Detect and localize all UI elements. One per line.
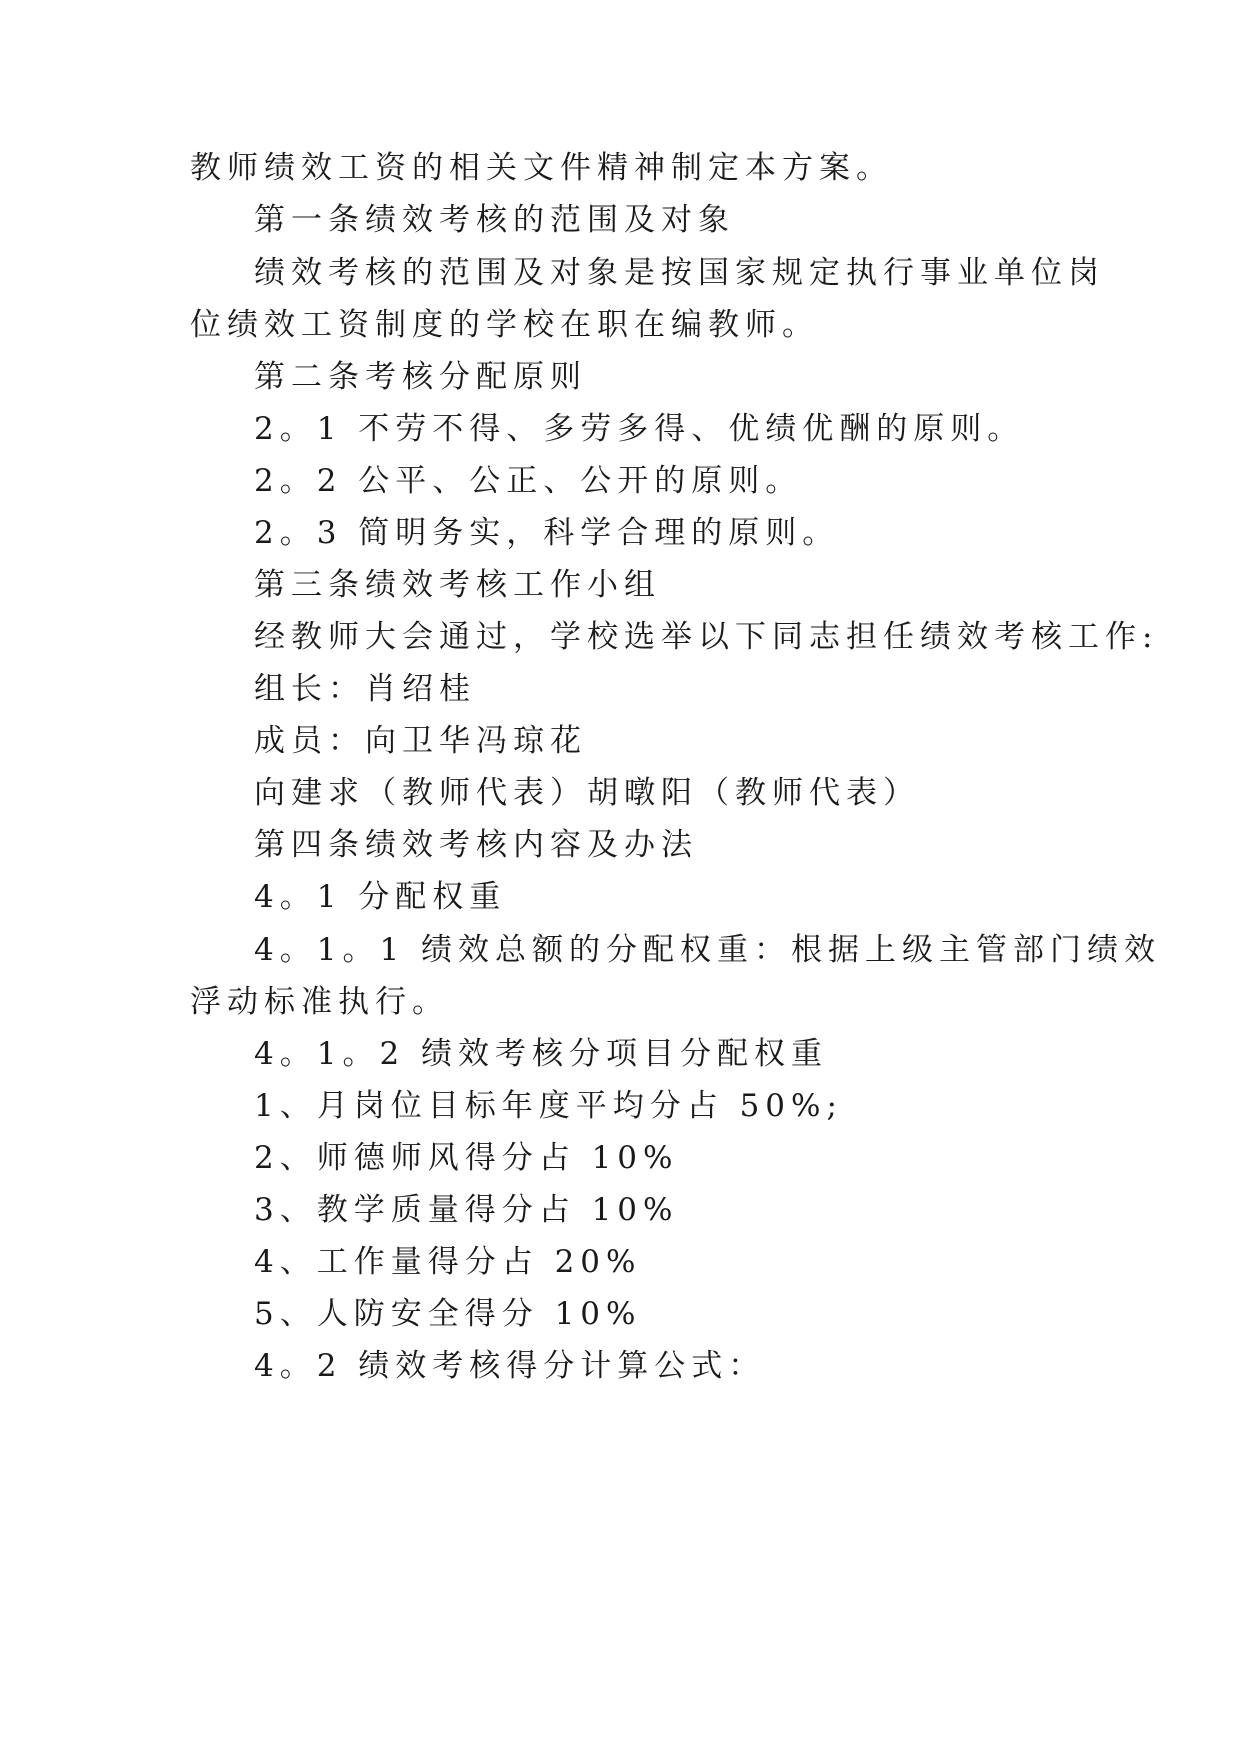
article-3-body: 经教师大会通过，学校选举以下同志担任绩效考核工作:: [254, 619, 1159, 655]
section-4-1-1-line-1: 4。1。1 绩效总额的分配权重：根据上级主管部门绩效: [254, 932, 1162, 968]
weight-item-3: 3、教学质量得分占 10%: [254, 1192, 679, 1228]
principle-2-1: 2。1 不劳不得、多劳多得、优绩优酬的原则。: [254, 411, 1025, 447]
article-1-body-line-2: 位绩效工资制度的学校在职在编教师。: [190, 307, 819, 343]
section-4-2: 4。2 绩效考核得分计算公式：: [254, 1348, 766, 1384]
article-1-heading: 第一条绩效考核的范围及对象: [254, 202, 735, 238]
section-4-1-1-line-2: 浮动标准执行。: [190, 984, 449, 1020]
paragraph-continuation: 教师绩效工资的相关文件精神制定本方案。: [190, 150, 893, 186]
weight-item-5: 5、人防安全得分 10%: [254, 1296, 642, 1332]
article-3-heading: 第三条绩效考核工作小组: [254, 567, 661, 603]
article-1-body-line-1: 绩效考核的范围及对象是按国家规定执行事业单位岗: [254, 255, 1105, 291]
team-members-teacher-reps: 向建求（教师代表）胡暾阳（教师代表）: [254, 775, 920, 811]
article-2-heading: 第二条考核分配原则: [254, 359, 587, 395]
section-4-1-2: 4。1。2 绩效考核分项目分配权重: [254, 1036, 829, 1072]
team-leader: 组长：肖绍桂: [254, 671, 476, 707]
article-4-heading: 第四条绩效考核内容及办法: [254, 827, 698, 863]
weight-item-4: 4、工作量得分占 20%: [254, 1244, 642, 1280]
section-4-1: 4。1 分配权重: [254, 879, 507, 915]
weight-item-2: 2、师德师风得分占 10%: [254, 1140, 679, 1176]
team-members: 成员：向卫华冯琼花: [254, 723, 587, 759]
principle-2-3: 2。3 简明务实，科学合理的原则。: [254, 515, 840, 551]
weight-item-1: 1、月岗位目标年度平均分占 50%;: [254, 1088, 843, 1124]
principle-2-2: 2。2 公平、公正、公开的原则。: [254, 463, 803, 499]
